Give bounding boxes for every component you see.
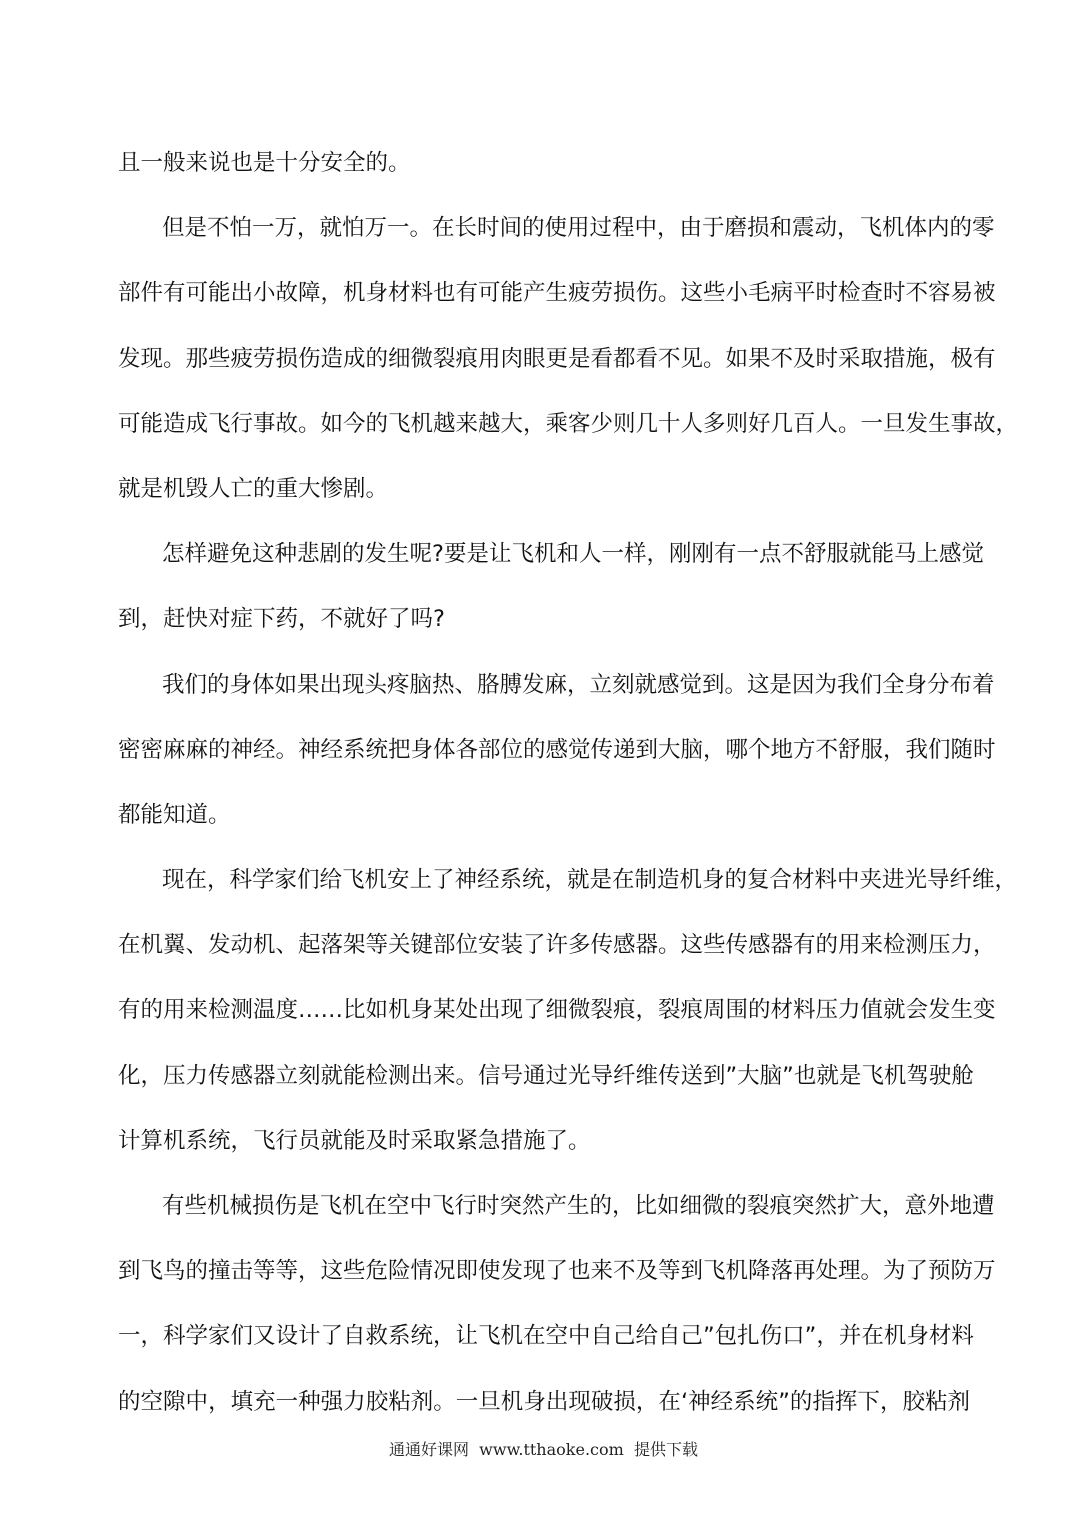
footer-download-credit: 通通好课网 www.tthaoke.com 提供下载 <box>389 1440 698 1459</box>
text-line: 且一般来说也是十分安全的。 <box>118 150 411 176</box>
text-line: 现在，科学家们给飞机安上了神经系统，就是在制造机身的复合材料中夹进光导纤维， <box>162 867 1018 894</box>
text-line: 到飞鸟的撞击等等，这些危险情况即使发现了也来不及等到飞机降落再处理。为了预防万 <box>118 1258 996 1285</box>
text-line: 在机翼、发动机、起落架等关键部位安装了许多传感器。这些传感器有的用来检测压力， <box>118 932 996 959</box>
text-line: 部件有可能出小故障，机身材料也有可能产生疲劳损伤。这些小毛病平时检查时不容易被 <box>118 280 996 307</box>
text-line: 发现。那些疲劳损伤造成的细微裂痕用肉眼更是看都看不见。如果不及时采取措施，极有 <box>118 345 996 372</box>
text-line: 密密麻麻的神经。神经系统把身体各部位的感觉传递到大脑，哪个地方不舒服，我们随时 <box>118 736 996 763</box>
text-line: 计算机系统，飞行员就能及时采取紧急措施了。 <box>118 1127 591 1154</box>
text-line: 有的用来检测温度……比如机身某处出现了细微裂痕，裂痕周围的材料压力值就会发生变 <box>118 997 996 1024</box>
body-text <box>118 131 1019 1435</box>
text-line: 化，压力传感器立刻就能检测出来。信号通过光导纤维传送到”大脑”也就是飞机驾驶舱 <box>118 1062 974 1089</box>
text-line: 到，赶快对症下药，不就好了吗? <box>118 606 445 633</box>
text-line: 我们的身体如果出现头疼脑热、胳膊发麻，立刻就感觉到。这是因为我们全身分布着 <box>162 671 995 698</box>
text-line: 但是不怕一万，就怕万一。在长时间的使用过程中，由于磨损和震动，飞机体内的零 <box>162 215 995 242</box>
text-line: 都能知道。 <box>118 801 231 828</box>
text-line: 可能造成飞行事故。如今的飞机越来越大，乘客少则几十人多则好几百人。一旦发生事故， <box>118 410 1019 437</box>
text-line: 怎样避免这种悲剧的发生呢?要是让飞机和人一样，刚刚有一点不舒服就能马上感觉 <box>162 541 984 568</box>
text-line: 的空隙中，填充一种强力胶粘剂。一旦机身出现破损，在‘神经系统”的指挥下，胶粘剂 <box>118 1388 970 1415</box>
text-line: 一，科学家们又设计了自救系统，让飞机在空中自己给自己”包扎伤口”，并在机身材料 <box>118 1323 974 1350</box>
text-line: 有些机械损伤是飞机在空中飞行时突然产生的，比如细微的裂痕突然扩大，意外地遭 <box>162 1193 995 1219</box>
text-line: 就是机毁人亡的重大惨剧。 <box>118 475 389 502</box>
